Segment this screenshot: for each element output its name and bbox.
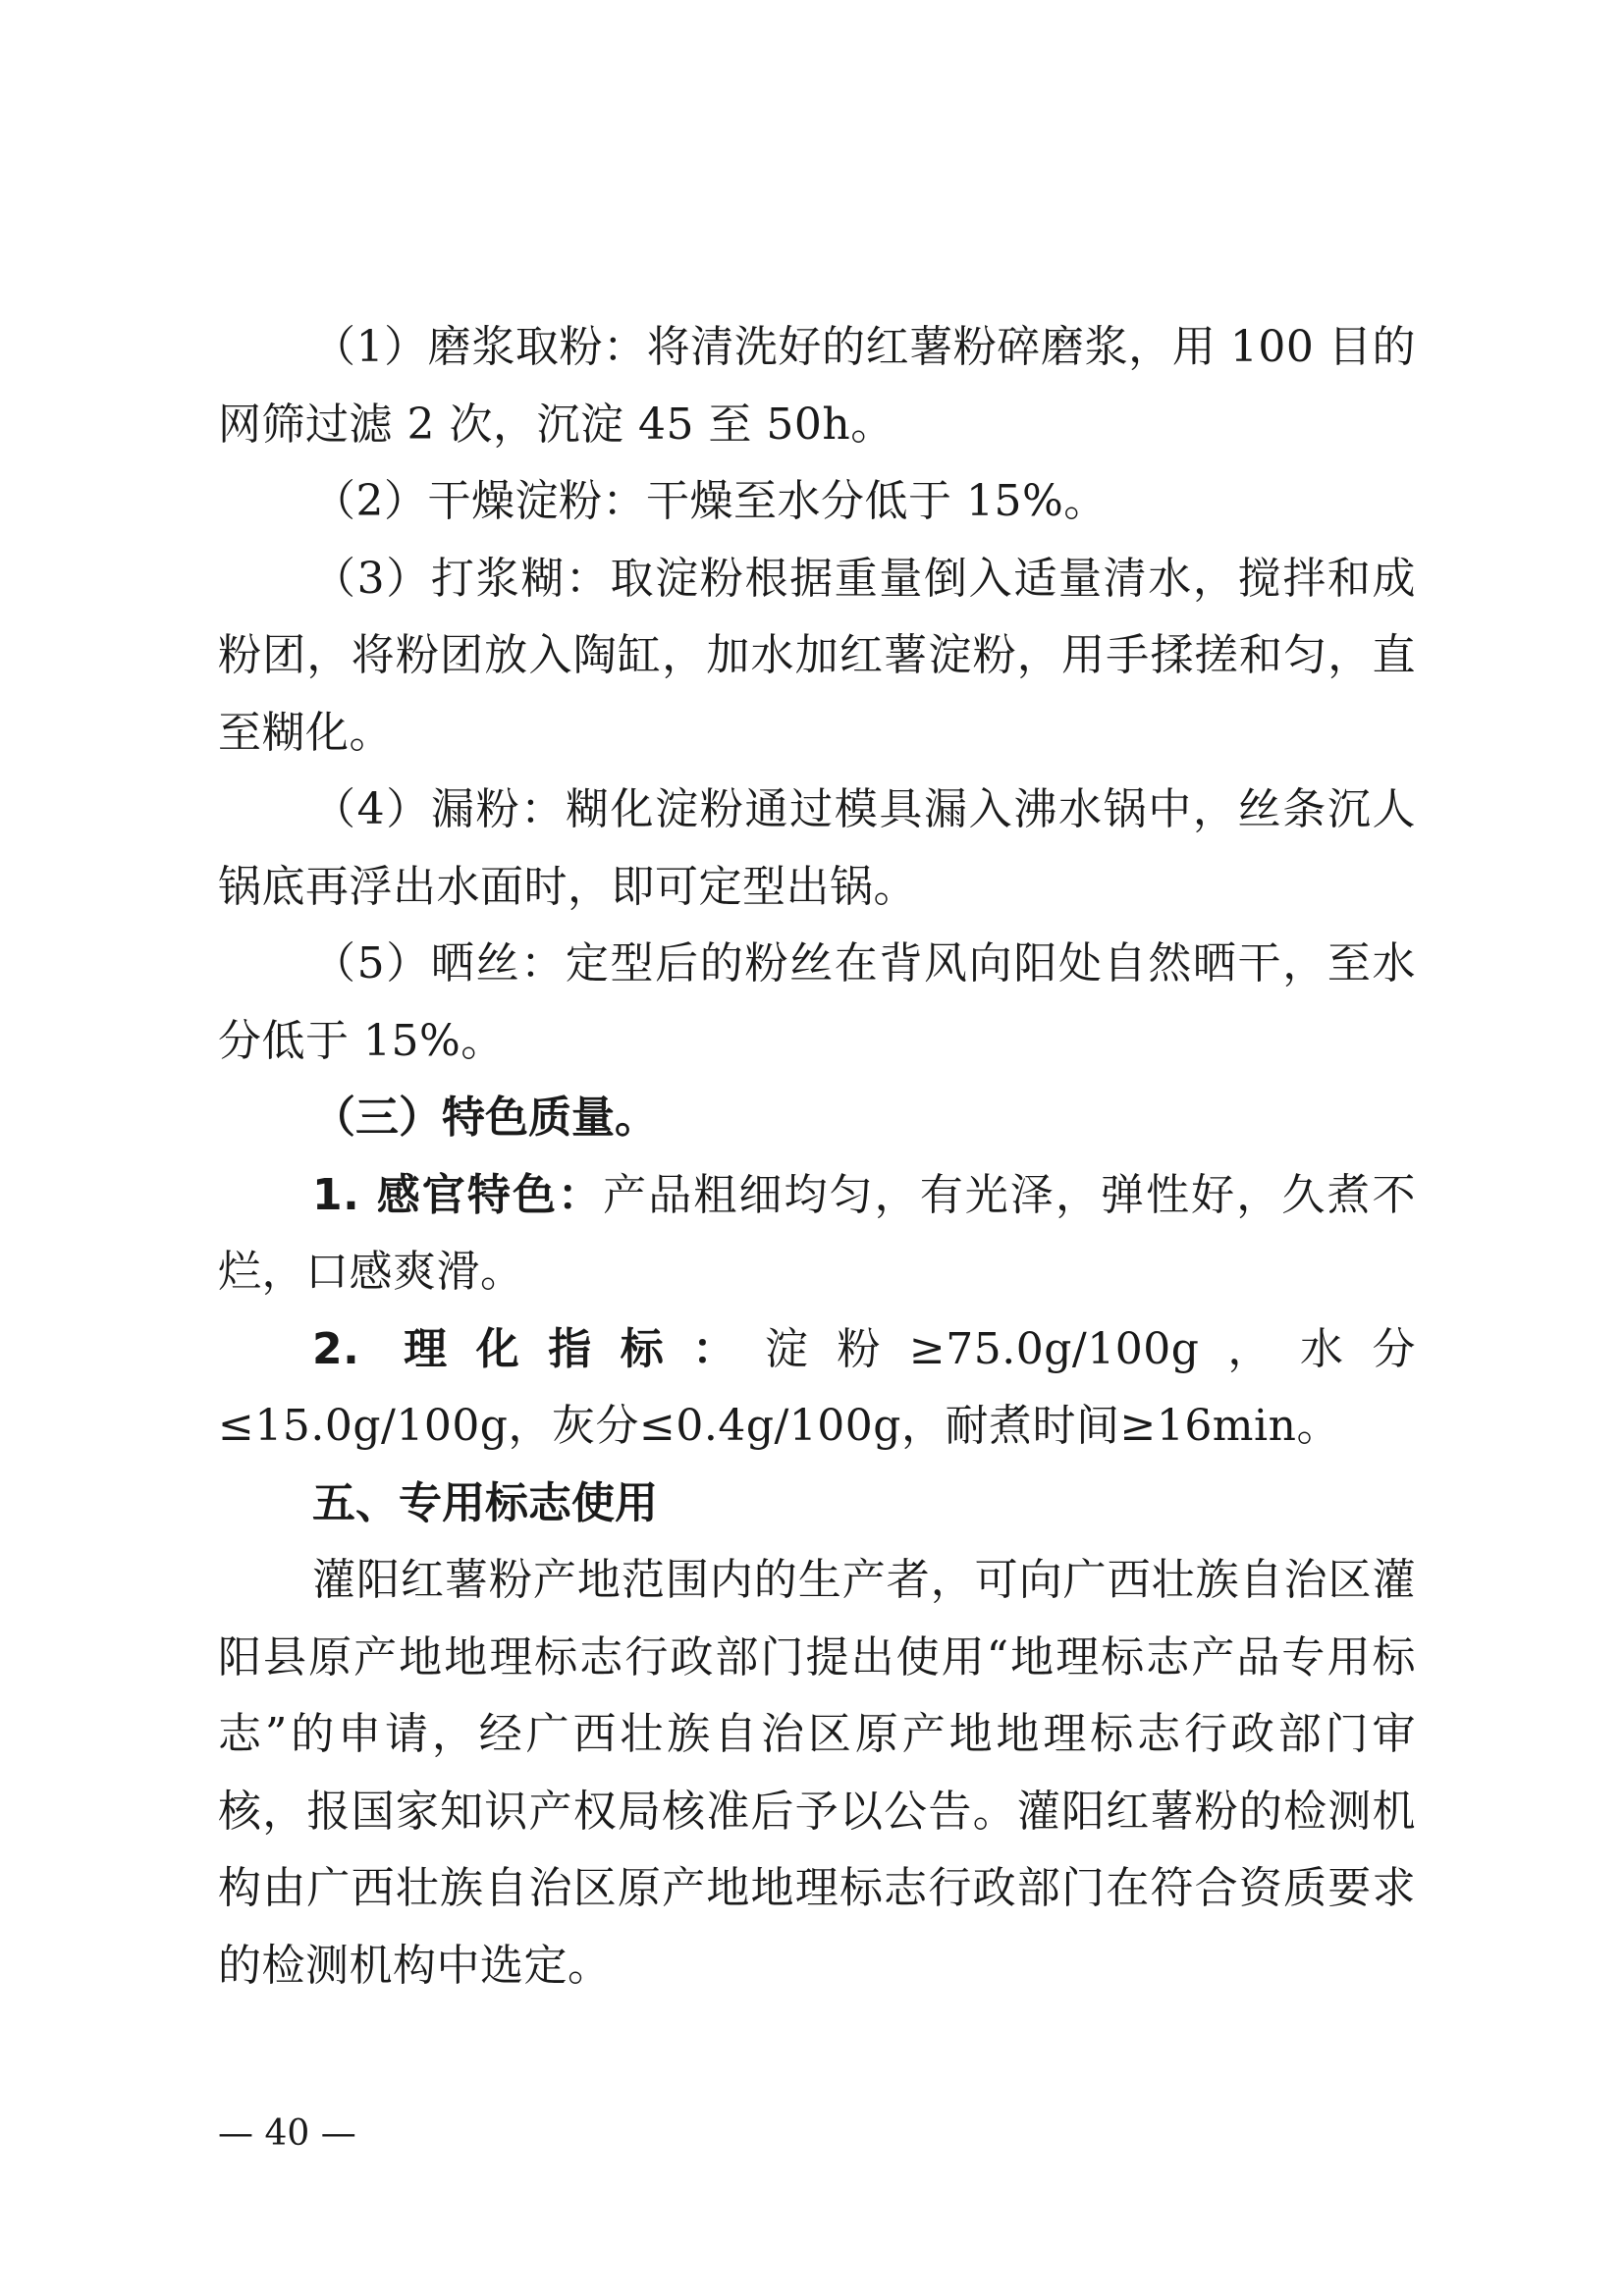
step-4-paragraph: （4）漏粉：糊化淀粉通过模具漏入沸水锅中，丝条沉人锅底再浮出水面时，即可定型出锅。 xyxy=(218,784,1416,912)
section-3-heading: （三）特色质量。 xyxy=(312,1093,658,1143)
section-5-body: 灌阳红薯粉产地范围内的生产者，可向广西壮族自治区灌阳县原产地地理标志行政部门提出使用“地理标志产品专用标志”的申请，经广西壮族自治区原产地地理标志行政部门审核，报国家知识产权局核准后予以公告。灌阳红薯粉的检测机构由广西壮族自治区原产地地理标志行政部门在符合资质要求的检测机构中选定。 xyxy=(218,1555,1416,1991)
sensory-lead: 1. 感官特色： xyxy=(312,1169,604,1220)
step-5-paragraph: （5）晒丝：定型后的粉丝在背风向阳处自然晒干，至水分低于 15%。 xyxy=(218,938,1416,1066)
physchem-lead: 2. 理化指标： xyxy=(312,1323,765,1374)
sensory-text: 产品粗细均匀，有光泽，弹性好，久煮不烂，口感爽滑。 xyxy=(218,1169,1417,1297)
section-5-heading: 五、专用标志使用 xyxy=(312,1477,658,1528)
step-3-paragraph: （3）打浆糊：取淀粉根据重量倒入适量清水，搅拌和成粉团，将粉团放入陶缸，加水加红薯淀粉，用手揉搓和匀，直至糊化。 xyxy=(218,553,1416,758)
step-1-paragraph: （1）磨浆取粉：将清洗好的红薯粉碎磨浆，用 100 目的网筛过滤 2 次，沉淀 45 至 50h。 xyxy=(218,322,1416,450)
physchem-paragraph xyxy=(218,1311,1416,1466)
step-2-paragraph: （2）干燥淀粉：干燥至水分低于 15%。 xyxy=(312,476,1108,526)
sensory-paragraph xyxy=(218,1157,1416,1311)
physchem-text: 淀粉≥75.0g/100g，水分≤15.0g/100g，灰分≤0.4g/100g，耐煮时间≥16min。 xyxy=(218,1323,1416,1451)
page-number: — 40 — xyxy=(218,2113,356,2154)
page-content xyxy=(218,309,1416,2004)
